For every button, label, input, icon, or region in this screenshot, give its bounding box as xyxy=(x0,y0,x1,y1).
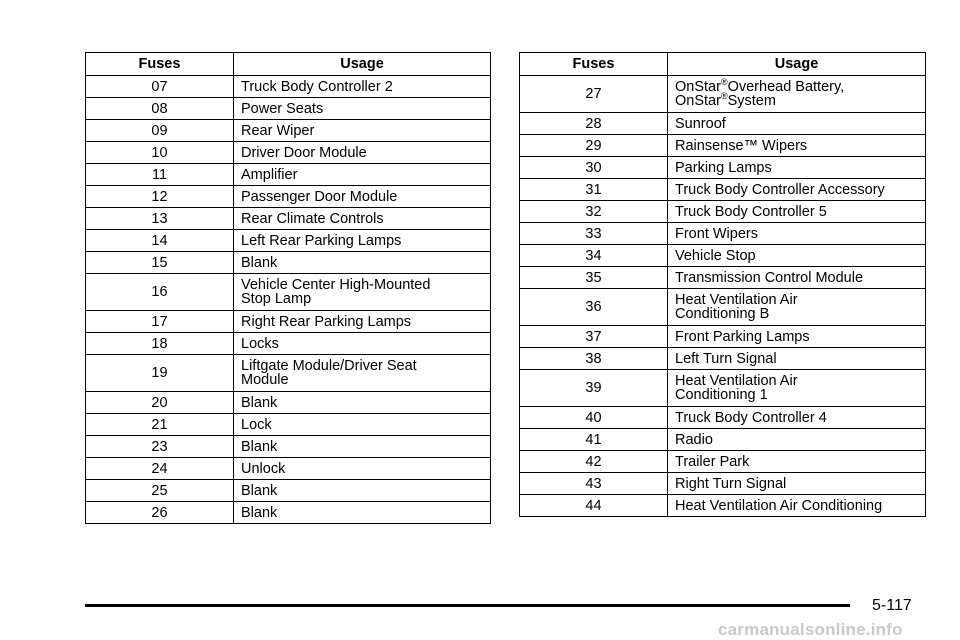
fuse-usage: Trailer Park xyxy=(668,451,926,473)
fuse-usage: Radio xyxy=(668,429,926,451)
table-row xyxy=(520,451,926,473)
table-row xyxy=(520,495,926,517)
fuse-number: 39 xyxy=(520,370,668,407)
table-row xyxy=(86,392,491,414)
fuse-usage: Vehicle Stop xyxy=(668,245,926,267)
fuse-usage: Transmission Control Module xyxy=(668,267,926,289)
table-row xyxy=(86,355,491,392)
registered-mark: ® xyxy=(720,77,728,88)
fuse-usage: Lock xyxy=(234,414,491,436)
fuse-table-right xyxy=(519,52,926,517)
usage-line-2b: System xyxy=(727,93,776,109)
usage-line-1: Vehicle Center High-Mounted xyxy=(241,277,431,293)
fuse-number: 33 xyxy=(520,223,668,245)
fuse-number: 34 xyxy=(520,245,668,267)
fuse-number: 07 xyxy=(86,76,234,98)
fuse-usage: Truck Body Controller 2 xyxy=(234,76,491,98)
table-row xyxy=(86,458,491,480)
fuse-number: 30 xyxy=(520,157,668,179)
table-row xyxy=(520,76,926,113)
fuse-number: 14 xyxy=(86,230,234,252)
fuse-usage: Blank xyxy=(234,392,491,414)
table-row xyxy=(520,179,926,201)
table-row xyxy=(86,142,491,164)
header-usage: Usage xyxy=(668,53,926,76)
table-row xyxy=(86,311,491,333)
fuse-number: 18 xyxy=(86,333,234,355)
fuse-usage: Blank xyxy=(234,502,491,524)
table-row xyxy=(86,414,491,436)
table-row xyxy=(520,289,926,326)
fuse-number: 37 xyxy=(520,326,668,348)
table-row xyxy=(520,201,926,223)
table-row xyxy=(520,370,926,407)
fuse-number: 41 xyxy=(520,429,668,451)
table-row xyxy=(520,245,926,267)
fuse-number: 31 xyxy=(520,179,668,201)
fuse-number: 23 xyxy=(86,436,234,458)
fuse-number: 21 xyxy=(86,414,234,436)
fuse-number: 42 xyxy=(520,451,668,473)
fuse-number: 13 xyxy=(86,208,234,230)
table-row xyxy=(86,230,491,252)
usage-line-2: Conditioning 1 xyxy=(675,387,768,403)
table-row xyxy=(520,326,926,348)
fuse-usage: Rainsense™ Wipers xyxy=(668,135,926,157)
usage-line-1a: OnStar xyxy=(675,79,721,95)
fuse-number: 26 xyxy=(86,502,234,524)
footer-rule xyxy=(85,604,850,607)
table-row xyxy=(520,267,926,289)
fuse-usage: Right Turn Signal xyxy=(668,473,926,495)
usage-line-1: Heat Ventilation Air xyxy=(675,292,798,308)
fuse-usage: Front Wipers xyxy=(668,223,926,245)
fuse-usage: Blank xyxy=(234,480,491,502)
fuse-usage: Blank xyxy=(234,436,491,458)
usage-line-2: Stop Lamp xyxy=(241,291,312,307)
fuse-number: 32 xyxy=(520,201,668,223)
table-row xyxy=(86,76,491,98)
fuse-number: 19 xyxy=(86,355,234,392)
fuse-usage xyxy=(668,370,926,407)
fuse-number: 10 xyxy=(86,142,234,164)
fuse-usage: Passenger Door Module xyxy=(234,186,491,208)
fuse-usage: Amplifier xyxy=(234,164,491,186)
fuse-usage: Blank xyxy=(234,252,491,274)
fuse-number: 36 xyxy=(520,289,668,326)
usage-line-1: Heat Ventilation Air xyxy=(675,373,798,389)
table-row xyxy=(86,98,491,120)
table-row xyxy=(86,164,491,186)
fuse-usage: Truck Body Controller Accessory xyxy=(668,179,926,201)
table-row xyxy=(520,473,926,495)
fuse-number: 08 xyxy=(86,98,234,120)
fuse-number: 40 xyxy=(520,407,668,429)
fuse-number: 43 xyxy=(520,473,668,495)
usage-line-2a: OnStar xyxy=(675,93,721,109)
fuse-usage xyxy=(234,274,491,311)
fuse-usage xyxy=(668,76,926,113)
fuse-number: 17 xyxy=(86,311,234,333)
fuse-number: 09 xyxy=(86,120,234,142)
fuse-usage: Unlock xyxy=(234,458,491,480)
table-row xyxy=(86,186,491,208)
fuse-usage: Driver Door Module xyxy=(234,142,491,164)
table-row xyxy=(86,252,491,274)
usage-line-1: Liftgate Module/Driver Seat xyxy=(241,358,417,374)
fuse-usage: Rear Wiper xyxy=(234,120,491,142)
fuse-number: 38 xyxy=(520,348,668,370)
fuse-number: 16 xyxy=(86,274,234,311)
fuse-usage: Sunroof xyxy=(668,113,926,135)
fuse-number: 44 xyxy=(520,495,668,517)
usage-line-1b: Overhead Battery, xyxy=(727,79,845,95)
fuse-usage: Power Seats xyxy=(234,98,491,120)
table-row xyxy=(520,348,926,370)
fuse-usage: Parking Lamps xyxy=(668,157,926,179)
header-fuses: Fuses xyxy=(86,53,234,76)
fuse-usage: Truck Body Controller 4 xyxy=(668,407,926,429)
table-row xyxy=(86,480,491,502)
fuse-usage: Left Turn Signal xyxy=(668,348,926,370)
fuse-usage: Locks xyxy=(234,333,491,355)
table-row xyxy=(520,113,926,135)
fuse-usage: Rear Climate Controls xyxy=(234,208,491,230)
table-row xyxy=(86,274,491,311)
fuse-number: 35 xyxy=(520,267,668,289)
fuse-number: 24 xyxy=(86,458,234,480)
fuse-usage: Left Rear Parking Lamps xyxy=(234,230,491,252)
table-row xyxy=(520,157,926,179)
table-row xyxy=(520,223,926,245)
fuse-number: 28 xyxy=(520,113,668,135)
fuse-number: 11 xyxy=(86,164,234,186)
table-row xyxy=(86,120,491,142)
usage-line-2: Conditioning B xyxy=(675,306,770,322)
registered-mark: ® xyxy=(720,91,728,102)
table-header-row xyxy=(520,53,926,76)
table-header-row xyxy=(86,53,491,76)
fuse-usage: Right Rear Parking Lamps xyxy=(234,311,491,333)
fuse-number: 12 xyxy=(86,186,234,208)
header-usage: Usage xyxy=(234,53,491,76)
header-fuses: Fuses xyxy=(520,53,668,76)
fuse-usage xyxy=(668,289,926,326)
fuse-table-left xyxy=(85,52,491,524)
table-row xyxy=(86,436,491,458)
table-row xyxy=(520,135,926,157)
page-number: 5-117 xyxy=(872,597,912,614)
fuse-number: 27 xyxy=(520,76,668,113)
table-row xyxy=(520,429,926,451)
fuse-usage: Heat Ventilation Air Conditioning xyxy=(668,495,926,517)
usage-line-2: Module xyxy=(241,372,289,388)
watermark: carmanualsonline.info xyxy=(718,620,903,639)
fuse-number: 15 xyxy=(86,252,234,274)
fuse-usage: Front Parking Lamps xyxy=(668,326,926,348)
fuse-number: 25 xyxy=(86,480,234,502)
fuse-usage: Truck Body Controller 5 xyxy=(668,201,926,223)
table-row xyxy=(86,208,491,230)
table-row xyxy=(86,502,491,524)
fuse-usage xyxy=(234,355,491,392)
table-row xyxy=(520,407,926,429)
fuse-number: 20 xyxy=(86,392,234,414)
fuse-number: 29 xyxy=(520,135,668,157)
table-row xyxy=(86,333,491,355)
